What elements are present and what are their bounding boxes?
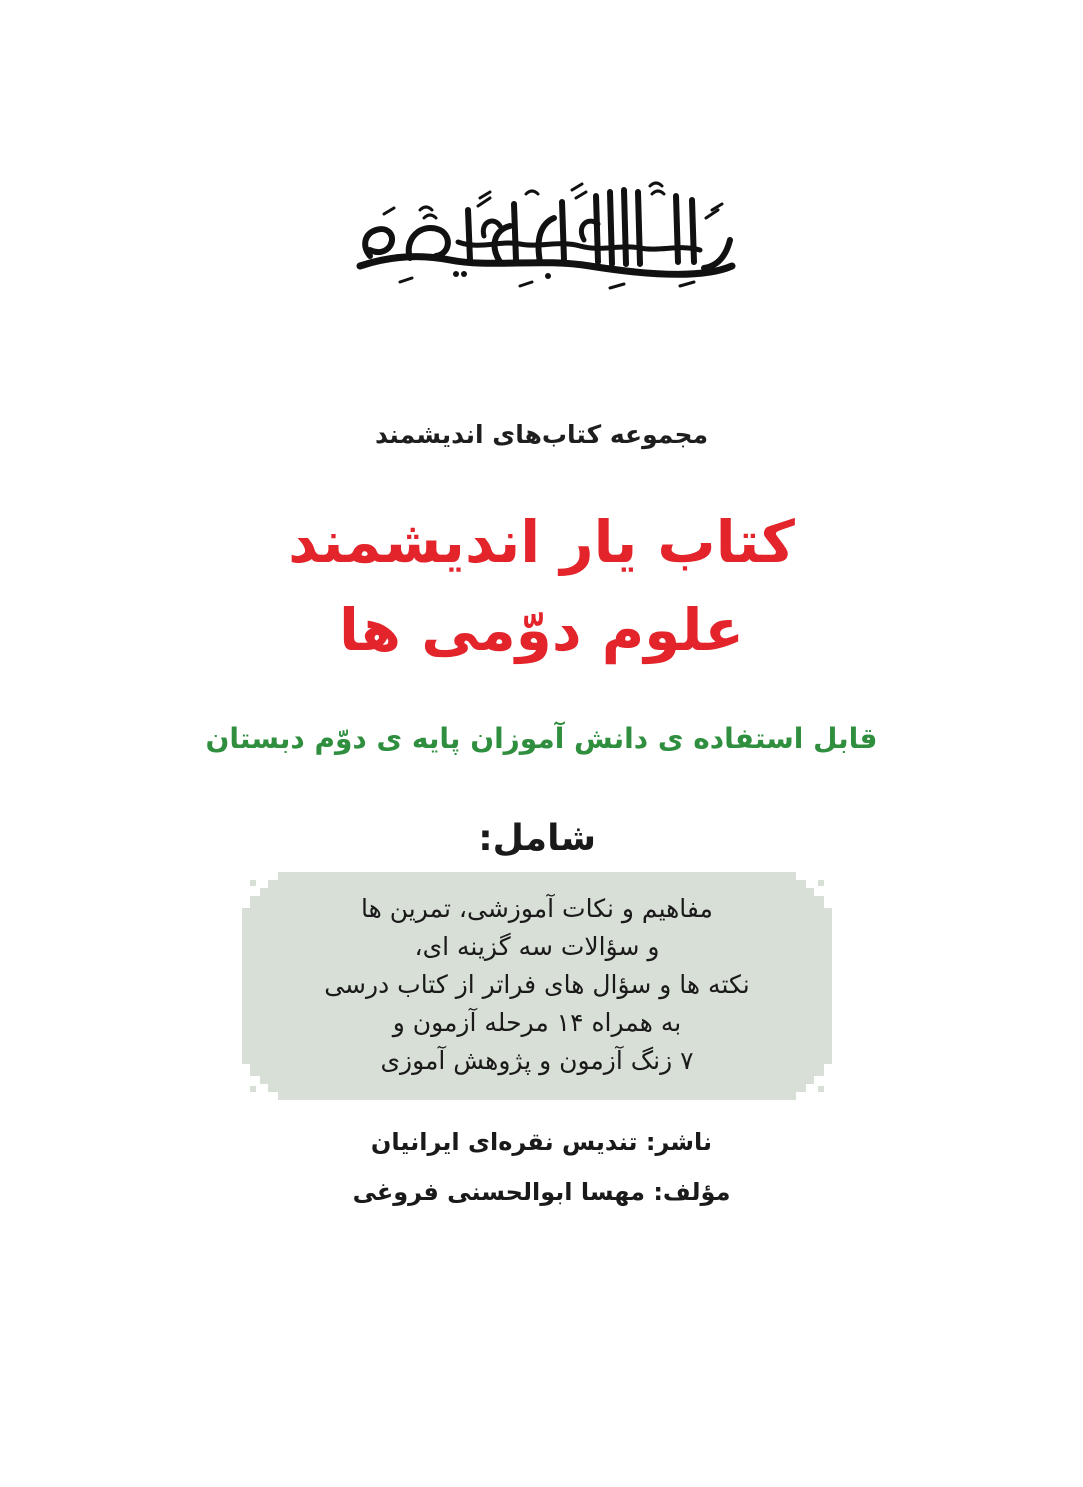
includes-line-3: نکته ها و سؤال های فراتر از کتاب درسی [324,970,750,999]
calligraphy-basmala-icon [340,170,750,300]
basmala-calligraphy [340,170,750,300]
includes-label: شامل: [478,818,596,859]
subtitle: قابل استفاده ی دانش آموزان پایه ی دوّم دبستان [205,722,878,755]
main-title-line-2: علوم دوّمی ها [339,596,744,664]
author-credit: مؤلف: مهسا ابوالحسنی فروغی [352,1178,731,1206]
series-title: مجموعه کتاب‌های اندیشمند [374,420,709,449]
publisher-credit: ناشر: تندیس نقره‌ای ایرانیان [370,1128,713,1156]
includes-box [242,890,832,1080]
includes-line-1: مفاهیم و نکات آموزشی، تمرین ها [361,894,713,923]
includes-line-5: ۷ زنگ آزمون و پژوهش آموزی [380,1046,694,1075]
includes-line-4: به همراه ۱۴ مرحله آزمون و [392,1008,682,1037]
main-title-line-1: کتاب یار اندیشمند [288,508,795,576]
includes-line-2: و سؤالات سه گزینه ای، [414,932,660,961]
